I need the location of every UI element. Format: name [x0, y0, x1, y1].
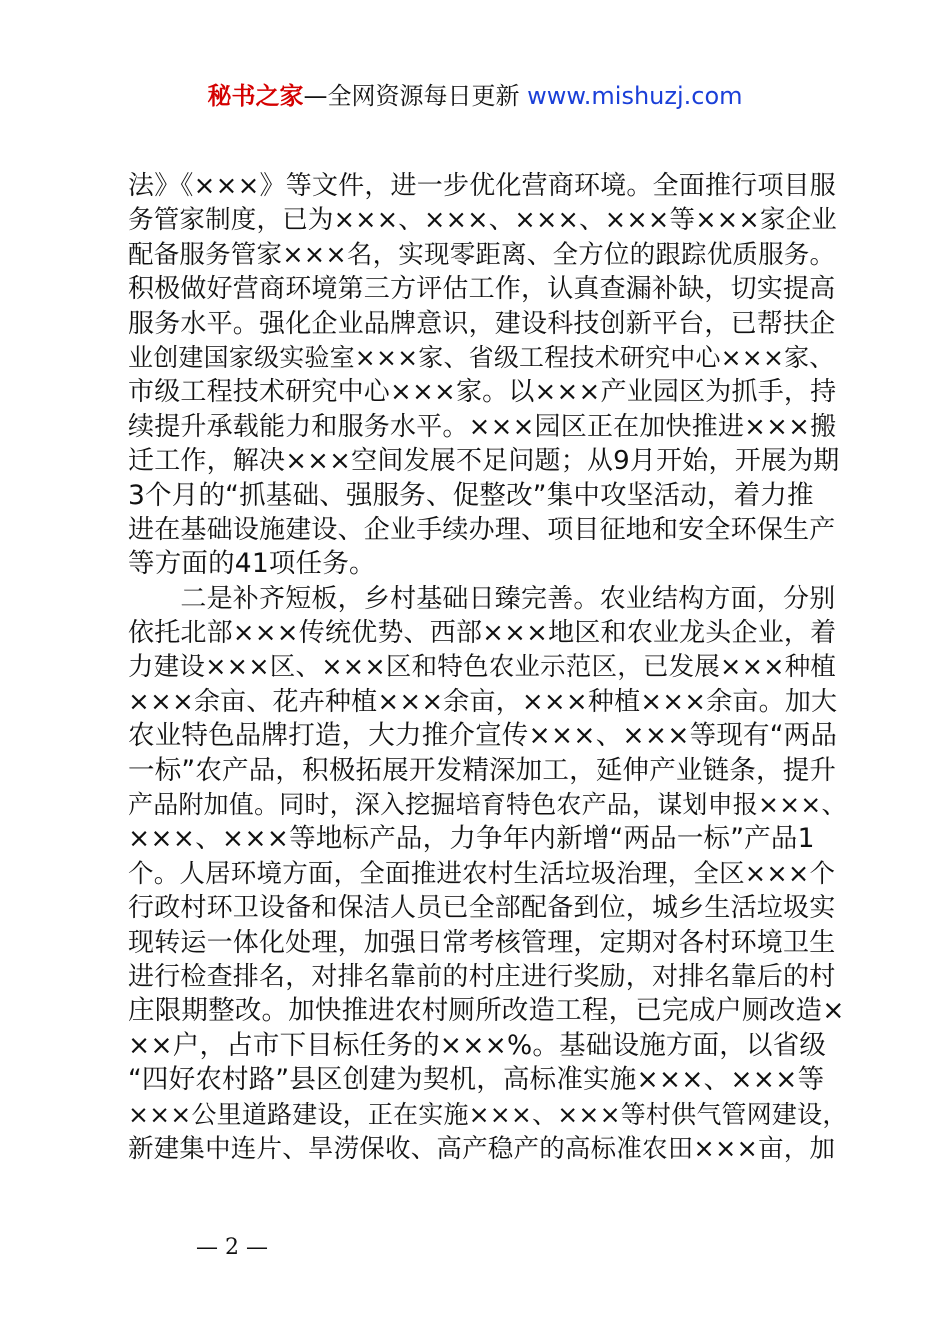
text-line: 力建设×××区、×××区和特色农业示范区，已发展×××种植 — [128, 652, 837, 683]
text-line: 业创建国家级实验室×××家、省级工程技术研究中心×××家、 — [128, 342, 835, 372]
text-line: 新建集中连片、旱涝保收、高产稳产的高标准农田×××亩，加 — [128, 1133, 836, 1164]
text-line: ××户，占市下目标任务的×××%。基础设施方面，以省级 — [128, 1029, 827, 1061]
text-line: 进在基础设施建设、企业手续办理、项目征地和安全环保生产 — [128, 514, 836, 545]
text-line: 服务水平。强化企业品牌意识，建设科技创新平台，已帮扶企 — [128, 308, 836, 339]
text-line: 进行检查排名，对排名靠前的村庄进行奖励，对排名靠后的村 — [128, 961, 836, 992]
text-line: 依托北部×××传统优势、西部×××地区和农业龙头企业，着 — [128, 618, 837, 649]
text-line: 市级工程技术研究中心×××家。以×××产业园区为抓手，持 — [128, 377, 837, 408]
text-line: 迁工作，解决×××空间发展不足问题；从9月开始，开展为期 — [128, 446, 840, 477]
text-line: 等方面的41项任务。 — [128, 548, 376, 580]
page-header — [0, 78, 950, 114]
text-line: 3个月的“抓基础、强服务、促整改”集中攻坚活动，着力推 — [128, 479, 814, 511]
text-line: ×××余亩、花卉种植×××余亩，×××种植×××余亩。加大 — [128, 686, 838, 717]
text-line: 配备服务管家×××名，实现零距离、全方位的跟踪优质服务。 — [128, 239, 836, 270]
text-line: 续提升承载能力和服务水平。×××园区正在加快推进×××搬 — [128, 411, 837, 442]
text-line: 庄限期整改。加快推进农村厕所改造工程，已完成户厕改造× — [128, 995, 845, 1027]
text-line: 务管家制度，已为×××、×××、×××、×××等×××家企业 — [128, 205, 837, 236]
text-line: ×××公里道路建设，正在实施×××、×××等村供气管网建设， — [128, 1099, 848, 1129]
text-line: 个。人居环境方面，全面推进农村生活垃圾治理，全区×××个 — [128, 858, 836, 889]
text-line: 二是补齐短板，乡村基础日臻完善。农业结构方面，分别 — [128, 583, 836, 614]
text-line: 一标”农产品，积极拓展开发精深加工，延伸产业链条，提升 — [128, 754, 837, 786]
page-number: — 2 — — [196, 1235, 268, 1260]
header-tagline: —全网资源每日更新 — [303, 82, 528, 110]
text-line: 现转运一体化处理，加强日常考核管理，定期对各村环境卫生 — [128, 927, 836, 958]
document-body — [128, 169, 848, 1166]
text-line: 积极做好营商环境第三方评估工作，认真查漏补缺，切实提高 — [128, 274, 836, 305]
text-line: ×××、×××等地标产品，力争年内新增“两品一标”产品1 — [128, 823, 815, 855]
text-line: 法》《×××》等文件，进一步优化营商环境。全面推行项目服 — [128, 171, 836, 201]
text-line: 行政村环卫设备和保洁人员已全部配备到位，城乡生活垃圾实 — [128, 893, 836, 924]
brand-name: 秘书之家 — [207, 82, 304, 110]
header-url[interactable]: www.mishuzj.com — [527, 82, 743, 110]
text-line: 产品附加值。同时，深入挖掘培育特色农产品，谋划申报×××、 — [128, 790, 847, 820]
text-line: “四好农村路”县区创建为契机，高标准实施×××、×××等 — [128, 1064, 825, 1096]
text-line: 农业特色品牌打造，大力推介宣传×××、×××等现有“两品 — [128, 720, 838, 752]
